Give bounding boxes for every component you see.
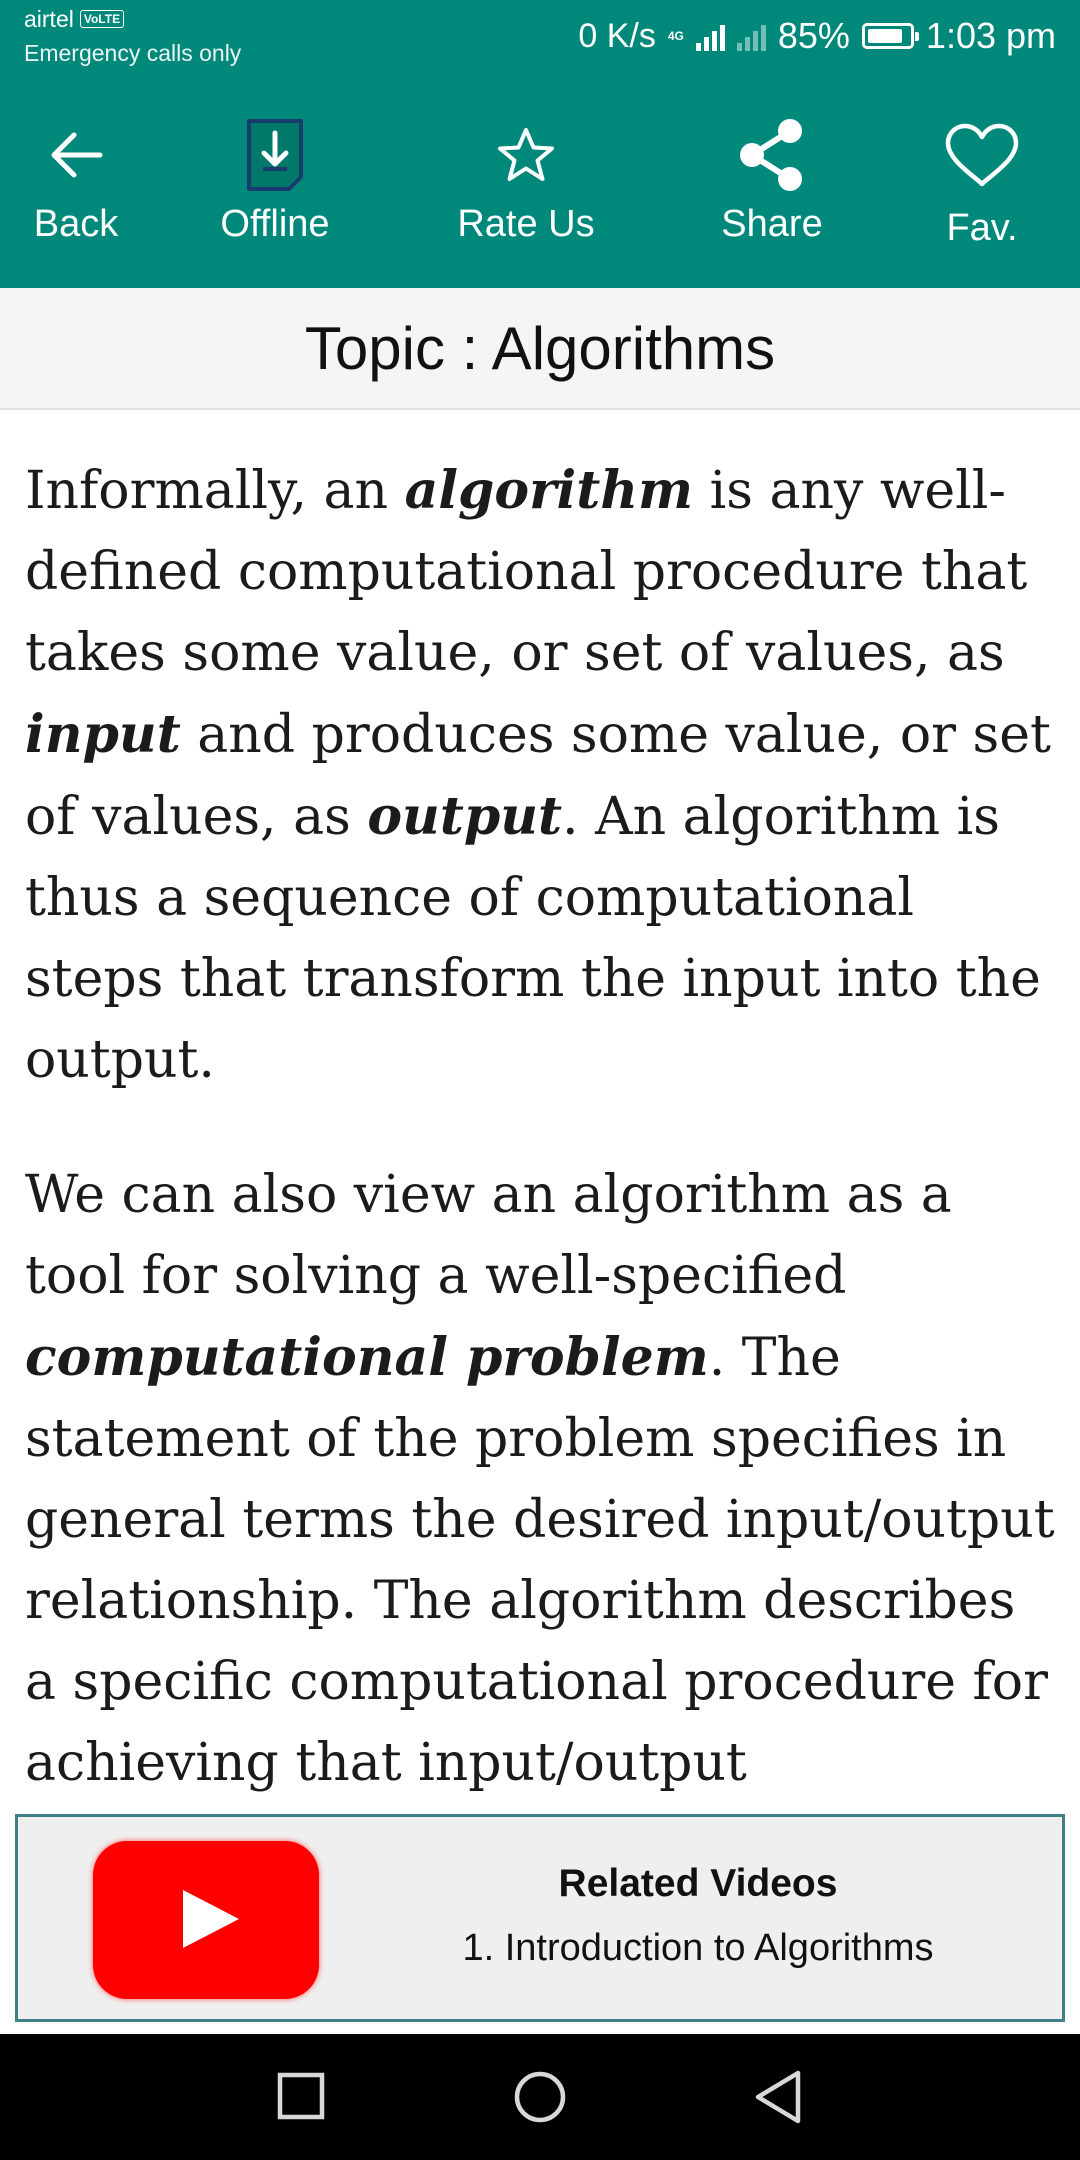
text-run: is any well-defined computational procedure that takes some value, or set of values, as bbox=[25, 461, 1028, 683]
nav-recents-icon[interactable] bbox=[276, 2067, 326, 2132]
signal-icon bbox=[696, 21, 725, 51]
paragraph-2 bbox=[25, 1155, 1060, 1804]
emphasized-term: algorithm bbox=[404, 460, 694, 521]
toolbar bbox=[0, 72, 1080, 288]
emphasized-term: computational problem bbox=[25, 1327, 709, 1388]
emphasized-term: input bbox=[25, 704, 181, 765]
emergency-calls-text: Emergency calls only bbox=[24, 40, 242, 66]
topic-header bbox=[0, 288, 1080, 410]
text-run: . The statement of the problem specifies in general terms the desired input/output relationship. The algorithm describes a specific computational procedure for achieving that input/output bbox=[25, 1328, 1055, 1793]
clock: 1:03 pm bbox=[925, 15, 1056, 56]
back-label: Back bbox=[33, 203, 119, 245]
nav-home-icon[interactable] bbox=[512, 2067, 568, 2132]
download-file-icon bbox=[245, 112, 305, 198]
favourite-button[interactable] bbox=[924, 72, 1040, 288]
paragraph-1 bbox=[25, 450, 1060, 1101]
youtube-play-icon[interactable] bbox=[93, 1841, 319, 1999]
net-speed: 0 K/s bbox=[578, 17, 656, 55]
rate-us-button[interactable] bbox=[436, 72, 616, 288]
volte-badge: VoLTE bbox=[80, 10, 124, 28]
battery-percent: 85% bbox=[777, 15, 850, 56]
status-right bbox=[578, 14, 1056, 58]
carrier-name: airtel bbox=[24, 6, 74, 32]
share-icon bbox=[734, 112, 810, 198]
back-button[interactable] bbox=[0, 72, 152, 288]
arrow-left-icon bbox=[48, 112, 104, 198]
related-videos-title: Related Videos bbox=[558, 1862, 838, 1905]
rate-us-label: Rate Us bbox=[457, 203, 595, 245]
article-content bbox=[25, 450, 1060, 1858]
page-title: Topic : Algorithms bbox=[304, 314, 776, 382]
star-icon bbox=[496, 112, 556, 198]
carrier-row bbox=[24, 6, 241, 32]
share-label: Share bbox=[721, 203, 823, 245]
signal-icon-sim2 bbox=[737, 21, 766, 51]
text-run: We can also view an algorithm as a tool for solving a well-specified bbox=[25, 1165, 952, 1306]
nav-back-icon[interactable] bbox=[752, 2067, 806, 2132]
offline-button[interactable] bbox=[200, 72, 350, 288]
share-button[interactable] bbox=[702, 72, 842, 288]
battery-fill bbox=[868, 29, 902, 43]
heart-icon bbox=[944, 112, 1020, 198]
text-run: Informally, an bbox=[25, 461, 405, 521]
emphasized-term: output bbox=[367, 786, 563, 847]
battery-icon bbox=[862, 23, 914, 49]
fav-label: Fav. bbox=[946, 207, 1018, 249]
status-bar bbox=[0, 0, 1080, 72]
text-run: . An algorithm is thus a sequence of computational steps that transform the input into the output. bbox=[25, 787, 1041, 1090]
related-video-item[interactable]: 1. Introduction to Algorithms bbox=[462, 1927, 934, 1969]
network-type: 4G bbox=[667, 29, 684, 43]
system-nav-bar bbox=[0, 2034, 1080, 2160]
text-run: and produces some value, or set of values, as bbox=[25, 705, 1051, 847]
related-videos-card[interactable] bbox=[15, 1814, 1065, 2022]
status-left bbox=[24, 6, 241, 68]
offline-label: Offline bbox=[220, 203, 330, 245]
